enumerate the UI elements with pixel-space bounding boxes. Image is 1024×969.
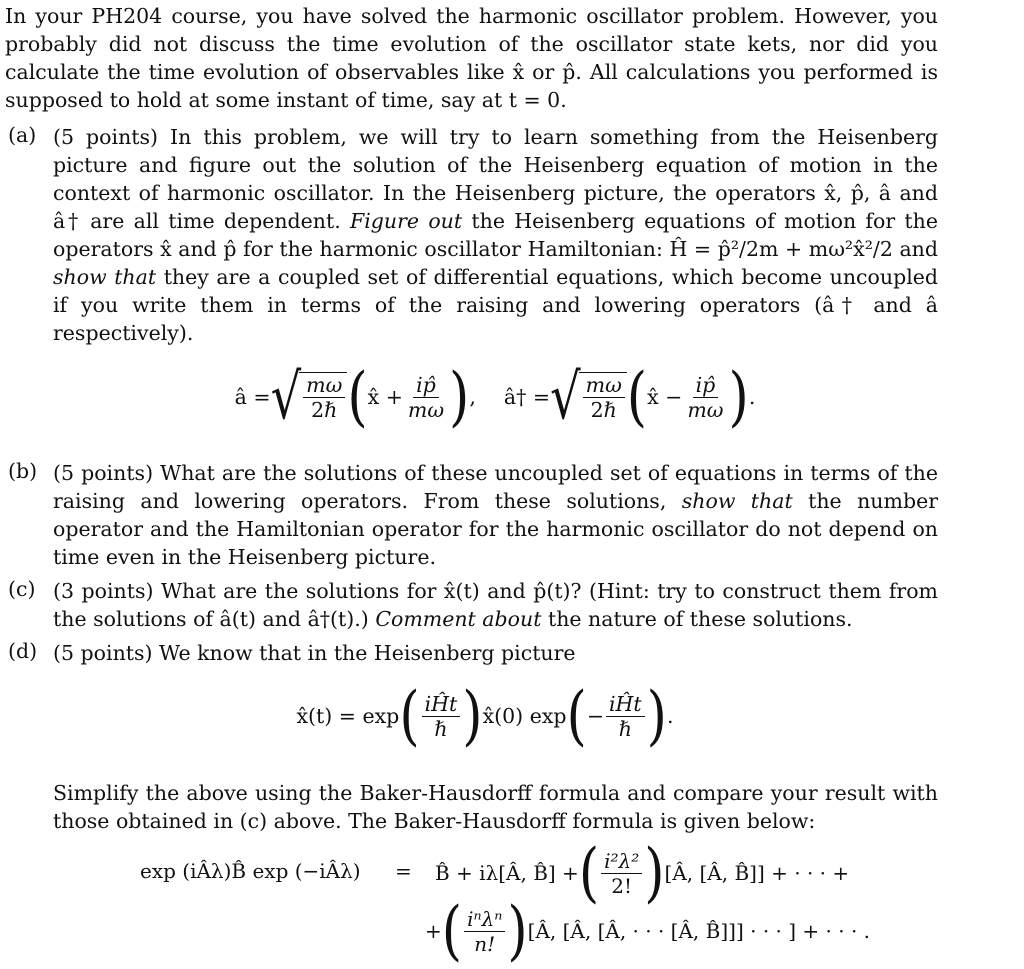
sqrt-term-2: √ $\frac{m\omega}{\text{2ℏ}}$ — [550, 372, 627, 422]
bh-lhs: exp (iÂλ)B̂ exp (−iÂλ) — [140, 859, 361, 883]
sqrt-term: √ $\frac{m\omega}{\text{2ℏ}}$ — [271, 372, 348, 422]
ladder-operator-equation: â = √ $\frac{m\omega}{\text{2ℏ}}$ ( x̂ + $\frac{ip̂}{m\omega}$ ) , â† = √ $\frac{m\omega}{\text{2ℏ}}$ ( x̂ − $\frac{ip̂}{m\omega}$ ) . — [234, 359, 756, 435]
part-d-followup — [5, 779, 945, 835]
part-b-label: (b) — [8, 459, 38, 483]
part-d-text: (5 points) We know that in the Heisenberg picture — [53, 641, 576, 665]
iht-fraction: $\frac{\text{iĤt}}{\text{ℏ}}$ — [422, 692, 461, 741]
ip-fraction-2: $\frac{ip̂}{m\omega}$ — [687, 372, 724, 422]
part-c-label: (c) — [8, 577, 36, 601]
bh-row-1: B̂ + iλ[Â, B̂] + ( $\frac{\text{i²λ²}}{2!}$ ) [Â, [Â, B̂]] + · · · + — [435, 835, 850, 911]
x-minus: x̂ − — [647, 385, 683, 409]
bh-equals: = — [395, 859, 412, 883]
part-d — [5, 639, 945, 667]
heisenberg-equation: x̂(t) = exp ( $\frac{\text{iĤt}}{\text{ℏ}}$ ) x̂(0) exp ( − $\frac{\text{iĤt}}{\text{ℏ}}$ ) . — [296, 678, 674, 754]
part-b — [5, 459, 945, 571]
a-dagger-lhs: â† = — [503, 385, 551, 409]
intro-paragraph: In your PH204 course, you have solved the harmonic oscillator problem. However, you probably did not discuss the time evolution of the oscillator state kets, nor did you calculate the time evolution of observables like x̂ or p̂. All calculations you performed is supposed to hold at some instant of time, say at t = 0. — [5, 4, 938, 112]
part-a-label: (a) — [8, 123, 37, 147]
part-c-text: (3 points) What are the solutions for x̂(t) and p̂(t)? (Hint: try to construct them from the solutions of â(t) and â†(t).) Comment about the nature of these solutions. — [53, 579, 938, 631]
a-hat-lhs: â = — [234, 385, 271, 409]
part-a — [5, 123, 945, 347]
bh-row-2: + ( $\frac{\text{iⁿλⁿ}}{n!}$ ) [Â, [Â, [Â, · · · [Â, B̂]]] · · · ] + · · · . — [425, 893, 871, 969]
problem-page — [5, 2, 945, 969]
ip-fraction: $\frac{ip̂}{m\omega}$ — [407, 372, 445, 422]
x-plus: x̂ + — [367, 385, 403, 409]
part-d-after-text: Simplify the above using the Baker-Hausdorff formula and compare your result with those obtained in (c) above. The Baker-Hausdorff formula is given below: — [53, 781, 938, 833]
part-d-label: (d) — [8, 639, 38, 663]
x0-exp: x̂(0) exp — [482, 704, 567, 728]
x-t-lhs: x̂(t) = exp — [296, 704, 400, 728]
part-b-text: (5 points) What are the solutions of these uncoupled set of equations in terms of the raising and lowering operators. From these solutions, show that the number operator and the Hamiltonian operator for the harmonic oscillator do not depend on time even in the Heisenberg picture. — [53, 461, 939, 569]
baker-hausdorff-formula — [95, 835, 945, 969]
part-c — [5, 577, 945, 633]
neg-iht-fraction: $\frac{\text{iĤt}}{\text{ℏ}}$ — [606, 692, 645, 741]
part-a-text: (5 points) In this problem, we will try to learn something from the Heisenberg picture and figure out the solution of the Heisenberg equation of motion in the context of harmonic oscillator. In the Heisenberg picture, the operators x̂, p̂, â and â† are all time dependent. Figure out the Heisenberg equations of motion for the operators x̂ and p̂ for the harmonic oscillator Hamiltonian: Ĥ = p̂²/2m + mω²x̂²/2 and show that they are a coupled set of differential equations, which become uncoupled if you write them in terms of the raising and lowering operators (â† and â respectively). — [53, 125, 938, 345]
